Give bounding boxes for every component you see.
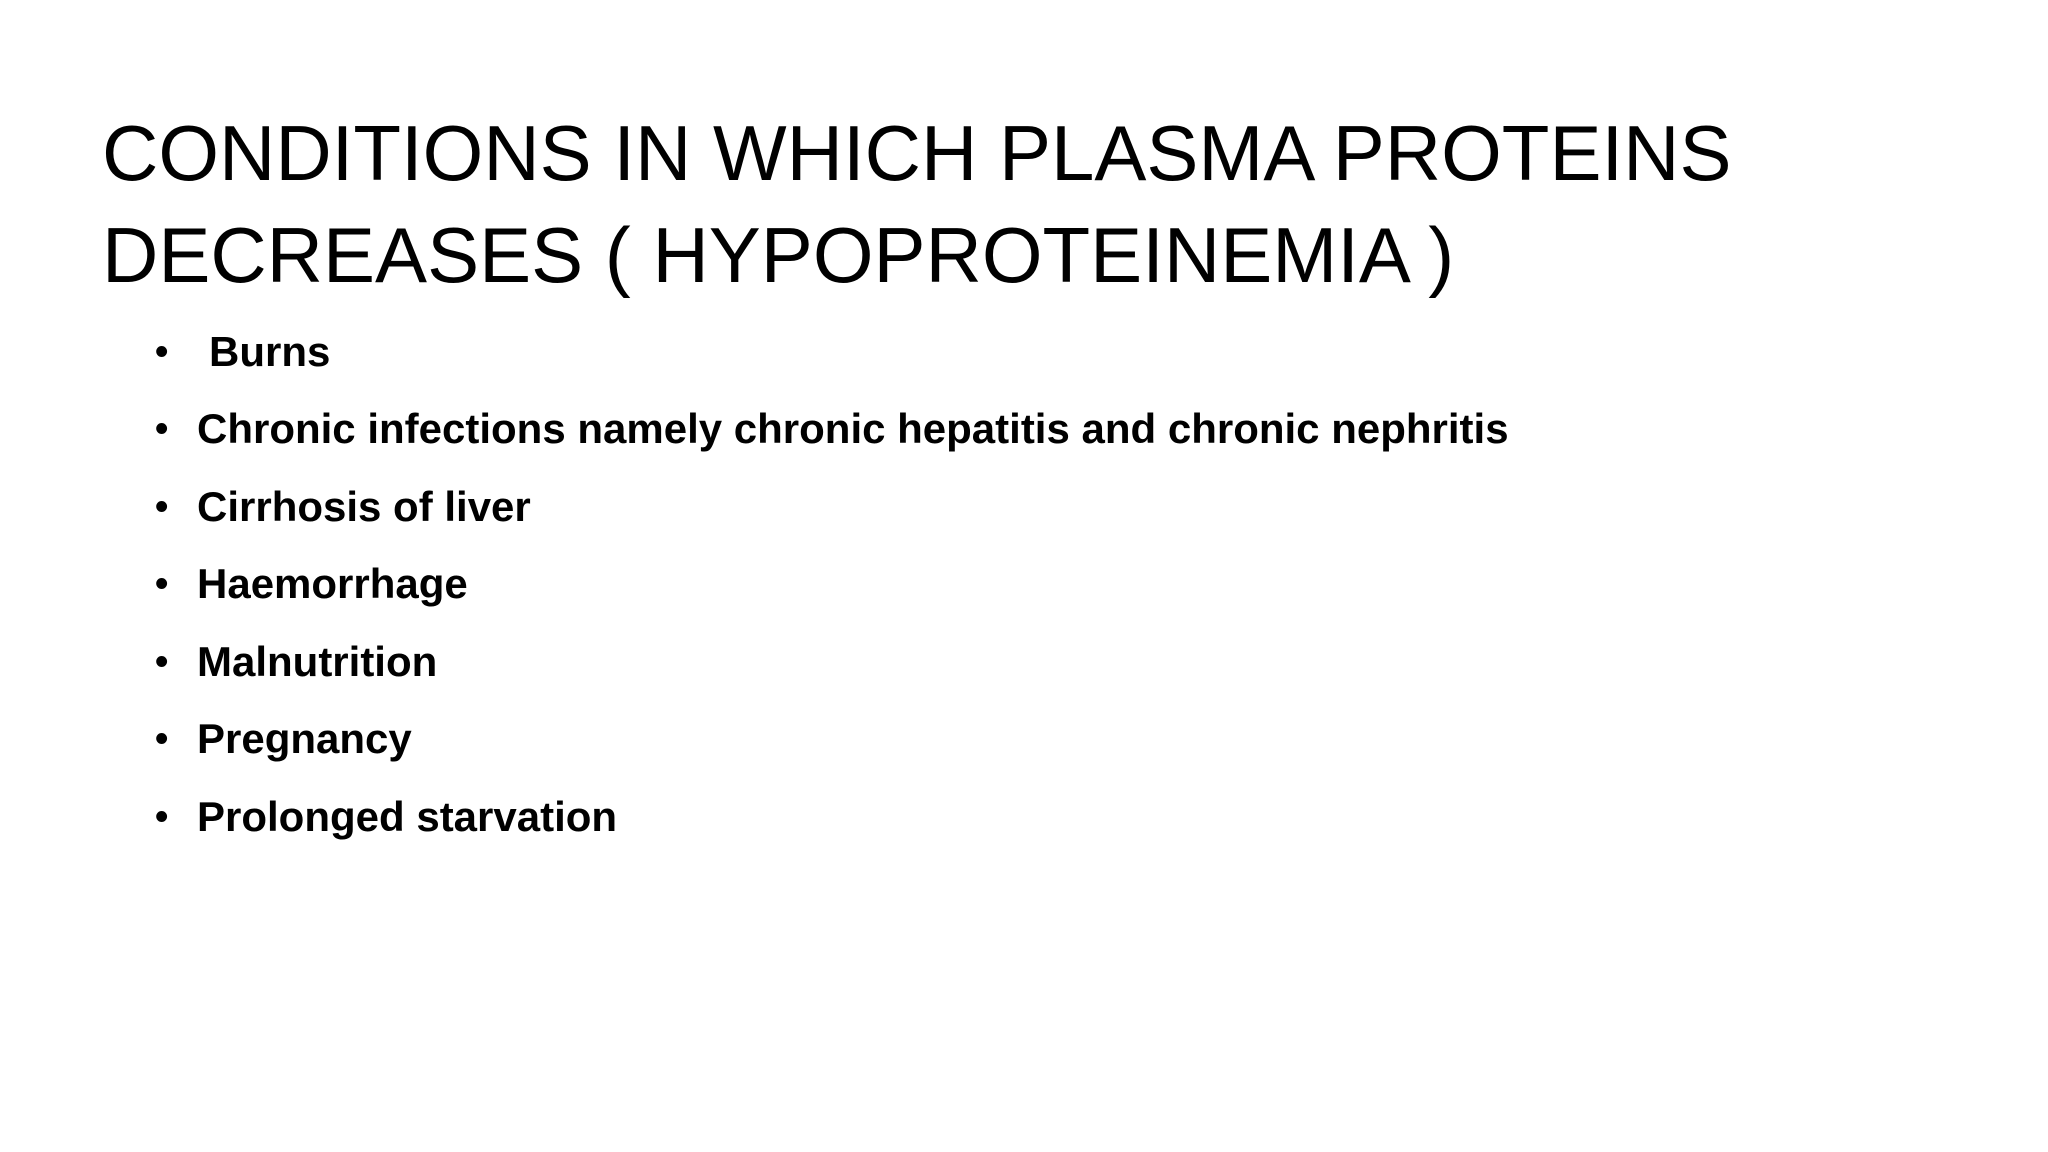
bullet-point-icon: • (155, 718, 169, 761)
bullet-point-icon: • (155, 330, 169, 373)
bullet-text: Pregnancy (197, 715, 412, 763)
slide-title-line-1: CONDITIONS IN WHICH PLASMA PROTEINS (102, 109, 1732, 197)
bullet-text: Haemorrhage (197, 560, 468, 608)
bullet-point-icon: • (155, 485, 169, 528)
bullet-point-icon: • (155, 640, 169, 683)
bullet-item-chronic-infections (155, 391, 1509, 469)
bullet-text: Cirrhosis of liver (197, 482, 531, 530)
bullet-text: Chronic infections namely chronic hepatitis and chronic nephritis (197, 405, 1509, 453)
bullet-item-pregnancy (155, 701, 1509, 779)
bullet-list (155, 313, 1509, 856)
bullet-item-haemorrhage (155, 546, 1509, 624)
bullet-text: Prolonged starvation (197, 792, 618, 840)
slide-title-line-2: DECREASES ( HYPOPROTEINEMIA ) (102, 211, 1455, 299)
bullet-text: Malnutrition (197, 637, 438, 685)
bullet-text: Burns (209, 327, 331, 375)
bullet-item-cirrhosis (155, 468, 1509, 546)
bullet-point-icon: • (155, 408, 169, 451)
bullet-point-icon: • (155, 795, 169, 838)
bullet-point-icon: • (155, 563, 169, 606)
bullet-item-burns (155, 313, 1509, 391)
slide-title (102, 102, 1962, 306)
bullet-item-malnutrition (155, 623, 1509, 701)
bullet-item-prolonged-starvation (155, 778, 1509, 856)
